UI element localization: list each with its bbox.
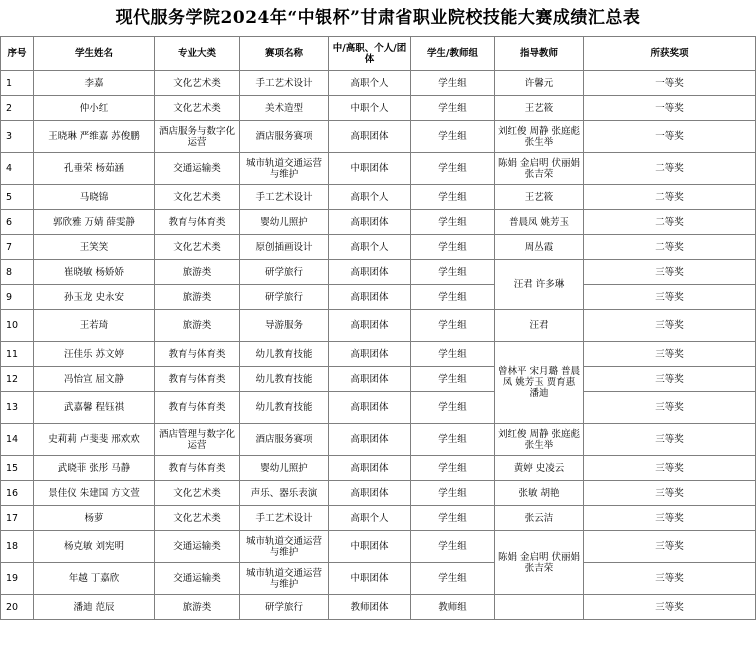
student-names: 崔晓敏 杨娇娇 bbox=[34, 260, 155, 285]
teacher-names: 陈娟 金启明 伏丽娟 张吉荣 bbox=[495, 153, 584, 185]
award: 三等奖 bbox=[584, 563, 756, 595]
major-category: 交通运输类 bbox=[155, 153, 240, 185]
major-category: 交通运输类 bbox=[155, 531, 240, 563]
level-type: 教师团体 bbox=[329, 595, 411, 620]
level-type: 高职团体 bbox=[329, 367, 411, 392]
event-name: 手工艺术设计 bbox=[240, 71, 329, 96]
table-row bbox=[1, 595, 756, 620]
row-number: 8 bbox=[1, 260, 34, 285]
table-row bbox=[1, 121, 756, 153]
award: 三等奖 bbox=[584, 456, 756, 481]
row-number: 19 bbox=[1, 563, 34, 595]
award: 一等奖 bbox=[584, 96, 756, 121]
event-name: 幼儿教育技能 bbox=[240, 367, 329, 392]
group-type: 学生组 bbox=[411, 481, 495, 506]
table-row bbox=[1, 96, 756, 121]
group-type: 学生组 bbox=[411, 153, 495, 185]
level-type: 高职团体 bbox=[329, 285, 411, 310]
award: 二等奖 bbox=[584, 185, 756, 210]
row-number: 17 bbox=[1, 506, 34, 531]
event-name: 研学旅行 bbox=[240, 595, 329, 620]
award: 二等奖 bbox=[584, 153, 756, 185]
level-type: 高职团体 bbox=[329, 342, 411, 367]
table-row bbox=[1, 260, 756, 285]
level-type: 高职团体 bbox=[329, 456, 411, 481]
table-row bbox=[1, 210, 756, 235]
level-type: 高职团体 bbox=[329, 392, 411, 424]
event-name: 研学旅行 bbox=[240, 260, 329, 285]
group-type: 学生组 bbox=[411, 424, 495, 456]
row-number: 18 bbox=[1, 531, 34, 563]
award: 一等奖 bbox=[584, 121, 756, 153]
level-type: 中职团体 bbox=[329, 563, 411, 595]
major-category: 旅游类 bbox=[155, 310, 240, 342]
student-names: 王晓琳 严维嘉 苏俊鹏 bbox=[34, 121, 155, 153]
event-name: 城市轨道交通运营与维护 bbox=[240, 153, 329, 185]
header-teacher: 指导教师 bbox=[495, 37, 584, 71]
teacher-names: 普晨凤 姚芳玉 bbox=[495, 210, 584, 235]
student-names: 汪佳乐 苏文婷 bbox=[34, 342, 155, 367]
row-number: 7 bbox=[1, 235, 34, 260]
teacher-names: 黄婷 史凌云 bbox=[495, 456, 584, 481]
row-number: 2 bbox=[1, 96, 34, 121]
page-title: 现代服务学院2024年“中银杯”甘肃省职业院校技能大赛成绩汇总表 bbox=[115, 8, 641, 28]
award: 三等奖 bbox=[584, 342, 756, 367]
table-row bbox=[1, 235, 756, 260]
teacher-names: 曾林平 宋月璐 普晨凤 姚芳玉 贾育惠 潘迪 bbox=[495, 342, 584, 424]
major-category: 酒店服务与数字化运营 bbox=[155, 121, 240, 153]
award: 二等奖 bbox=[584, 210, 756, 235]
group-type: 学生组 bbox=[411, 235, 495, 260]
event-name: 美术造型 bbox=[240, 96, 329, 121]
level-type: 高职团体 bbox=[329, 310, 411, 342]
group-type: 学生组 bbox=[411, 563, 495, 595]
group-type: 学生组 bbox=[411, 392, 495, 424]
level-type: 高职个人 bbox=[329, 506, 411, 531]
header-students: 学生姓名 bbox=[34, 37, 155, 71]
header-level: 中/高职、个人/团体 bbox=[329, 37, 411, 71]
group-type: 学生组 bbox=[411, 210, 495, 235]
level-type: 高职团体 bbox=[329, 210, 411, 235]
header-group: 学生/教师组 bbox=[411, 37, 495, 71]
major-category: 文化艺术类 bbox=[155, 96, 240, 121]
student-names: 景佳仪 朱建国 方文萱 bbox=[34, 481, 155, 506]
level-type: 高职团体 bbox=[329, 481, 411, 506]
event-name: 幼儿教育技能 bbox=[240, 342, 329, 367]
row-number: 15 bbox=[1, 456, 34, 481]
level-type: 中职个人 bbox=[329, 96, 411, 121]
award: 三等奖 bbox=[584, 595, 756, 620]
level-type: 高职个人 bbox=[329, 71, 411, 96]
teacher-names: 张云洁 bbox=[495, 506, 584, 531]
header-no: 序号 bbox=[1, 37, 34, 71]
event-name: 导游服务 bbox=[240, 310, 329, 342]
group-type: 学生组 bbox=[411, 506, 495, 531]
event-name: 婴幼儿照护 bbox=[240, 210, 329, 235]
level-type: 高职团体 bbox=[329, 121, 411, 153]
teacher-names: 陈娟 金启明 伏丽娟 张吉荣 bbox=[495, 531, 584, 595]
row-number: 5 bbox=[1, 185, 34, 210]
student-names: 潘迪 范辰 bbox=[34, 595, 155, 620]
event-name: 城市轨道交通运营与维护 bbox=[240, 531, 329, 563]
teacher-names: 王艺筱 bbox=[495, 185, 584, 210]
row-number: 3 bbox=[1, 121, 34, 153]
teacher-names: 许馨元 bbox=[495, 71, 584, 96]
major-category: 教育与体育类 bbox=[155, 342, 240, 367]
table-row bbox=[1, 342, 756, 367]
major-category: 文化艺术类 bbox=[155, 185, 240, 210]
group-type: 学生组 bbox=[411, 285, 495, 310]
row-number: 14 bbox=[1, 424, 34, 456]
row-number: 6 bbox=[1, 210, 34, 235]
teacher-names: 张敏 胡艳 bbox=[495, 481, 584, 506]
award: 二等奖 bbox=[584, 235, 756, 260]
award: 三等奖 bbox=[584, 367, 756, 392]
event-name: 城市轨道交通运营与维护 bbox=[240, 563, 329, 595]
event-name: 酒店服务赛项 bbox=[240, 424, 329, 456]
group-type: 学生组 bbox=[411, 310, 495, 342]
table-row bbox=[1, 185, 756, 210]
table-row bbox=[1, 481, 756, 506]
major-category: 教育与体育类 bbox=[155, 367, 240, 392]
header-major: 专业大类 bbox=[155, 37, 240, 71]
row-number: 20 bbox=[1, 595, 34, 620]
major-category: 旅游类 bbox=[155, 285, 240, 310]
event-name: 手工艺术设计 bbox=[240, 185, 329, 210]
teacher-names: 汪君 bbox=[495, 310, 584, 342]
teacher-names: 刘红俊 周静 张庭彪 张生举 bbox=[495, 424, 584, 456]
teacher-names: 王艺筱 bbox=[495, 96, 584, 121]
award: 三等奖 bbox=[584, 506, 756, 531]
event-name: 原创插画设计 bbox=[240, 235, 329, 260]
major-category: 旅游类 bbox=[155, 595, 240, 620]
level-type: 高职个人 bbox=[329, 235, 411, 260]
major-category: 酒店管理与数字化运营 bbox=[155, 424, 240, 456]
table-row bbox=[1, 71, 756, 96]
table-row bbox=[1, 456, 756, 481]
student-names: 杨克敏 刘宪明 bbox=[34, 531, 155, 563]
student-names: 仲小红 bbox=[34, 96, 155, 121]
row-number: 10 bbox=[1, 310, 34, 342]
student-names: 冯怡宣 屈文静 bbox=[34, 367, 155, 392]
row-number: 13 bbox=[1, 392, 34, 424]
award: 三等奖 bbox=[584, 310, 756, 342]
student-names: 孔垂荣 杨茹涵 bbox=[34, 153, 155, 185]
teacher-names: 刘红俊 周静 张庭彪 张生举 bbox=[495, 121, 584, 153]
group-type: 学生组 bbox=[411, 260, 495, 285]
award: 三等奖 bbox=[584, 285, 756, 310]
award: 一等奖 bbox=[584, 71, 756, 96]
group-type: 学生组 bbox=[411, 121, 495, 153]
level-type: 中职团体 bbox=[329, 153, 411, 185]
student-names: 年越 丁嘉欣 bbox=[34, 563, 155, 595]
major-category: 教育与体育类 bbox=[155, 392, 240, 424]
event-name: 研学旅行 bbox=[240, 285, 329, 310]
header-row bbox=[1, 37, 756, 71]
event-name: 手工艺术设计 bbox=[240, 506, 329, 531]
student-names: 杨萝 bbox=[34, 506, 155, 531]
award: 三等奖 bbox=[584, 481, 756, 506]
major-category: 文化艺术类 bbox=[155, 506, 240, 531]
award: 三等奖 bbox=[584, 531, 756, 563]
row-number: 16 bbox=[1, 481, 34, 506]
row-number: 9 bbox=[1, 285, 34, 310]
table-row bbox=[1, 310, 756, 342]
event-name: 婴幼儿照护 bbox=[240, 456, 329, 481]
student-names: 孙玉龙 史永安 bbox=[34, 285, 155, 310]
group-type: 学生组 bbox=[411, 456, 495, 481]
row-number: 11 bbox=[1, 342, 34, 367]
table-row bbox=[1, 424, 756, 456]
level-type: 中职团体 bbox=[329, 531, 411, 563]
student-names: 武晓菲 张彤 马静 bbox=[34, 456, 155, 481]
student-names: 史莉莉 卢斐斐 邢欢欢 bbox=[34, 424, 155, 456]
student-names: 王笑笑 bbox=[34, 235, 155, 260]
major-category: 交通运输类 bbox=[155, 563, 240, 595]
teacher-names: 周丛霞 bbox=[495, 235, 584, 260]
group-type: 学生组 bbox=[411, 185, 495, 210]
event-name: 酒店服务赛项 bbox=[240, 121, 329, 153]
major-category: 教育与体育类 bbox=[155, 210, 240, 235]
teacher-names bbox=[495, 595, 584, 620]
header-event: 赛项名称 bbox=[240, 37, 329, 71]
student-names: 王若琦 bbox=[34, 310, 155, 342]
award: 三等奖 bbox=[584, 260, 756, 285]
row-number: 1 bbox=[1, 71, 34, 96]
major-category: 文化艺术类 bbox=[155, 71, 240, 96]
group-type: 学生组 bbox=[411, 96, 495, 121]
major-category: 文化艺术类 bbox=[155, 481, 240, 506]
table-row bbox=[1, 563, 756, 595]
level-type: 高职团体 bbox=[329, 260, 411, 285]
group-type: 学生组 bbox=[411, 531, 495, 563]
event-name: 声乐、器乐表演 bbox=[240, 481, 329, 506]
major-category: 文化艺术类 bbox=[155, 235, 240, 260]
header-award: 所获奖项 bbox=[584, 37, 756, 71]
table-row bbox=[1, 531, 756, 563]
group-type: 学生组 bbox=[411, 71, 495, 96]
student-names: 郭欣雅 万婧 薛雯静 bbox=[34, 210, 155, 235]
major-category: 旅游类 bbox=[155, 260, 240, 285]
group-type: 学生组 bbox=[411, 342, 495, 367]
row-number: 4 bbox=[1, 153, 34, 185]
table-row bbox=[1, 367, 756, 392]
student-names: 李嘉 bbox=[34, 71, 155, 96]
group-type: 学生组 bbox=[411, 367, 495, 392]
results-table bbox=[0, 36, 756, 620]
table-row bbox=[1, 392, 756, 424]
group-type: 教师组 bbox=[411, 595, 495, 620]
event-name: 幼儿教育技能 bbox=[240, 392, 329, 424]
major-category: 教育与体育类 bbox=[155, 456, 240, 481]
row-number: 12 bbox=[1, 367, 34, 392]
student-names: 武嘉馨 程钰祺 bbox=[34, 392, 155, 424]
level-type: 高职个人 bbox=[329, 185, 411, 210]
table-row bbox=[1, 285, 756, 310]
award: 三等奖 bbox=[584, 424, 756, 456]
student-names: 马晓锦 bbox=[34, 185, 155, 210]
teacher-names: 汪君 许多琳 bbox=[495, 260, 584, 310]
table-row bbox=[1, 506, 756, 531]
level-type: 高职团体 bbox=[329, 424, 411, 456]
table-row bbox=[1, 153, 756, 185]
award: 三等奖 bbox=[584, 392, 756, 424]
